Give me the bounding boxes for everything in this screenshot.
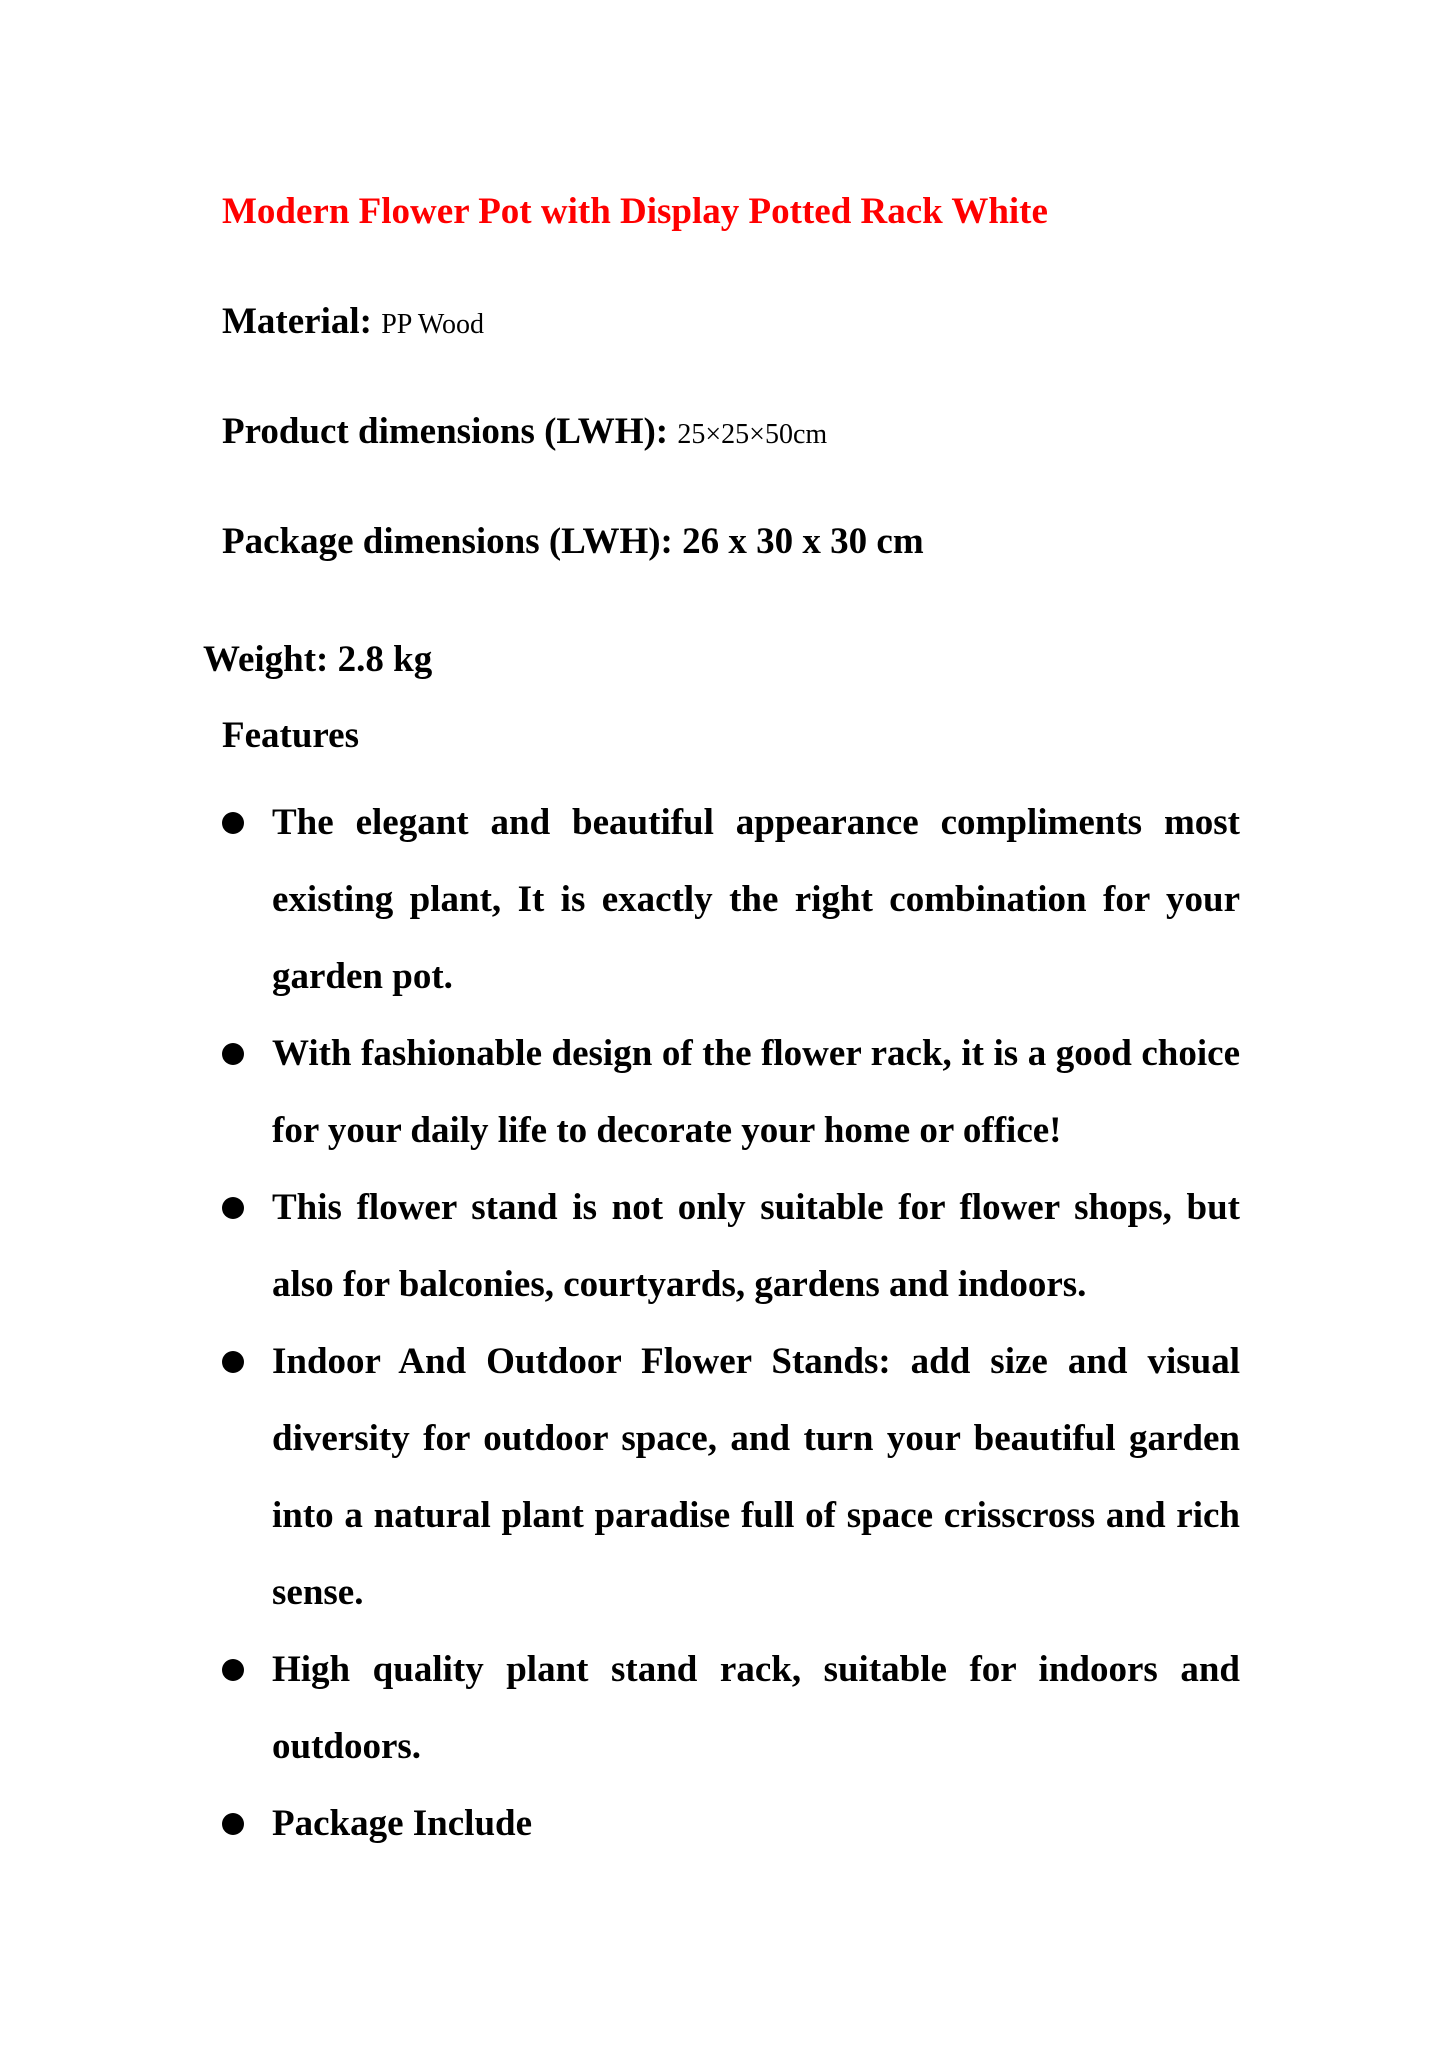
bullet-icon xyxy=(222,1813,244,1835)
weight-label: Weight: xyxy=(203,639,329,680)
bullet-icon xyxy=(222,1351,244,1373)
bullet-icon xyxy=(222,1043,244,1065)
material-value: PP Wood xyxy=(381,309,485,340)
features-list xyxy=(222,784,1240,1862)
feature-text: This flower stand is not only suitable for flower shops, but also for balconies, courtyards, gardens and indoors. xyxy=(272,1187,1240,1305)
feature-item xyxy=(222,1631,1240,1785)
bullet-icon xyxy=(222,812,244,834)
features-heading: Features xyxy=(222,715,359,756)
material-spec xyxy=(222,300,484,343)
product-dimensions-spec xyxy=(222,410,827,453)
feature-text: Package Include xyxy=(272,1803,533,1844)
bullet-icon xyxy=(222,1197,244,1219)
package-dimensions-value: 26 x 30 x 30 cm xyxy=(682,521,924,562)
product-title: Modern Flower Pot with Display Potted Rack White xyxy=(222,191,1048,232)
feature-item xyxy=(222,1323,1240,1631)
package-dimensions-label: Package dimensions (LWH): xyxy=(222,521,673,562)
material-label: Material: xyxy=(222,301,372,342)
feature-text: Indoor And Outdoor Flower Stands: add size and visual diversity for outdoor space, and turn your beautiful garden into a natural plant paradise full of space crisscross and rich sense. xyxy=(272,1341,1240,1613)
feature-text: The elegant and beautiful appearance compliments most existing plant, It is exactly the right combination for your garden pot. xyxy=(272,802,1240,997)
feature-text: With fashionable design of the flower rack, it is a good choice for your daily life to decorate your home or office! xyxy=(272,1033,1240,1151)
feature-text: High quality plant stand rack, suitable for indoors and outdoors. xyxy=(272,1649,1240,1767)
feature-item xyxy=(222,784,1240,1015)
feature-item xyxy=(222,1785,1240,1862)
feature-item xyxy=(222,1015,1240,1169)
package-dimensions-spec xyxy=(222,520,924,563)
bullet-icon xyxy=(222,1659,244,1681)
feature-item xyxy=(222,1169,1240,1323)
weight-spec xyxy=(203,638,432,681)
product-dimensions-value: 25×25×50cm xyxy=(677,419,828,450)
weight-value: 2.8 kg xyxy=(337,639,433,680)
product-dimensions-label: Product dimensions (LWH): xyxy=(222,411,669,452)
